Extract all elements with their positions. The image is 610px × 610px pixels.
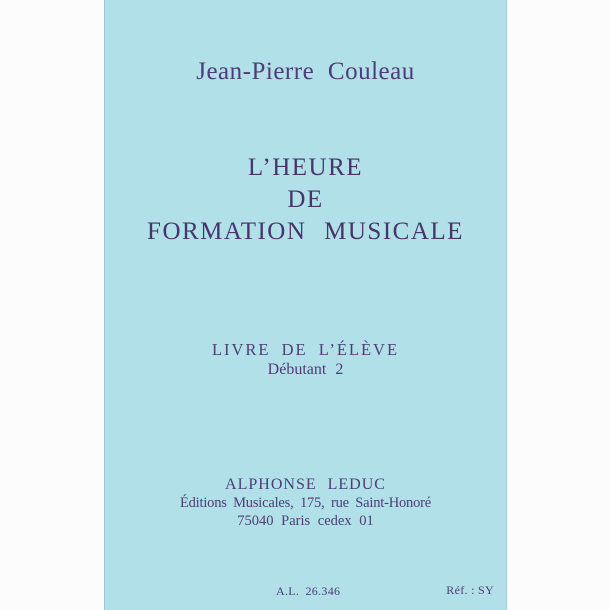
publisher-name: ALPHONSE LEDUC bbox=[225, 476, 386, 493]
publisher-city: 75040 Paris cedex 01 bbox=[237, 513, 374, 529]
title-line-3: FORMATION MUSICALE bbox=[147, 218, 464, 245]
edition-level: Débutant 2 bbox=[267, 361, 344, 378]
plate-number: A.L. 26.346 bbox=[276, 584, 341, 598]
author-name: Jean-Pierre Couleau bbox=[196, 58, 415, 85]
reference-code: Réf. : SY bbox=[446, 583, 494, 597]
publisher-address: Éditions Musicales, 175, rue Saint-Honoré bbox=[179, 495, 432, 511]
book-title bbox=[104, 152, 507, 248]
book-cover bbox=[104, 0, 507, 610]
title-line-1: L’HEURE bbox=[247, 154, 364, 181]
edition-subtitle: LIVRE DE L’ÉLÈVE bbox=[211, 340, 400, 359]
title-line-2: DE bbox=[287, 186, 324, 213]
